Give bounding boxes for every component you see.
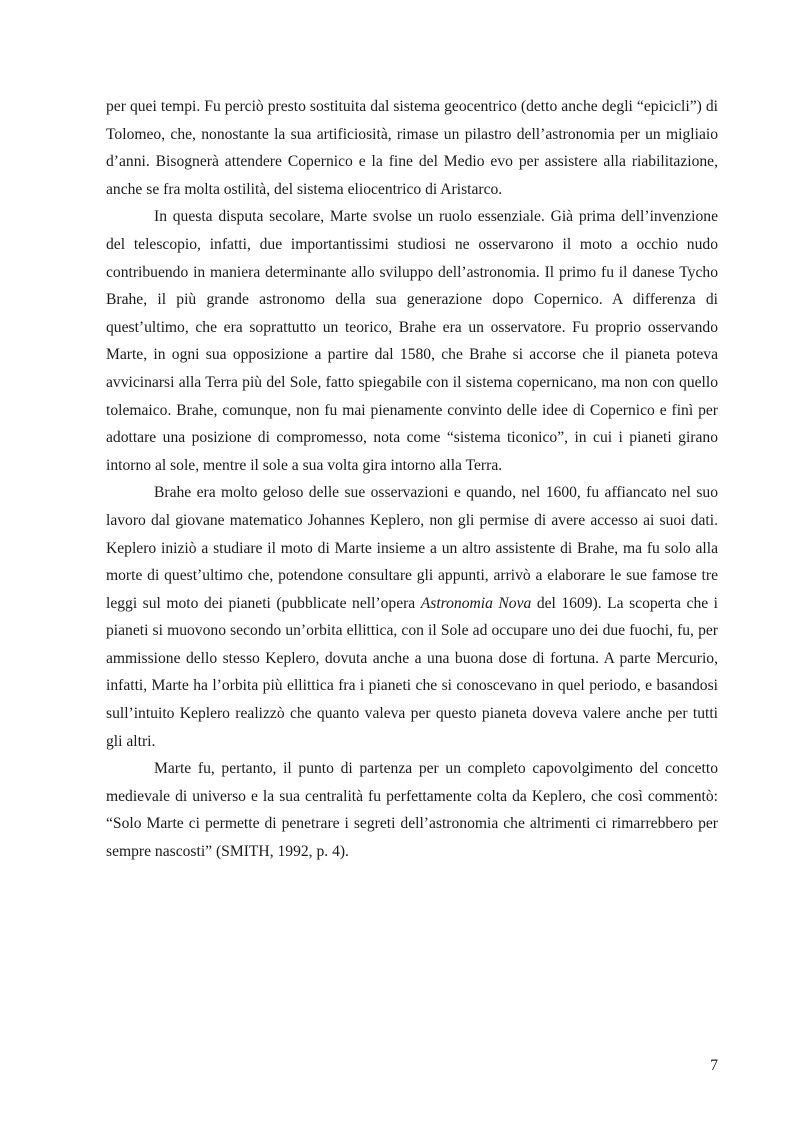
paragraph-3 xyxy=(106,479,718,755)
paragraph-2-text: In questa disputa secolare, Marte svolse un ruolo essenziale. Già prima dell’invenzione del telescopio, infatti, due importantissimi studiosi ne osservarono il moto a occhio nudo contribuendo in maniera determinante allo sviluppo dell’astronomia. Il primo fu il danese Tycho Brahe, il più grande astronomo della sua generazione dopo Copernico. A differenza di quest’ultimo, che era soprattutto un teorico, Brahe era un osservatore. Fu proprio osservando Marte, in ogni sua opposizione a partire dal 1580, che Brahe si accorse che il pianeta poteva avvicinarsi alla Terra più del Sole, fatto spiegabile con il sistema copernicano, ma non con quello tolemaico. Brahe, comunque, non fu mai pienamente convinto delle idee di Copernico e finì per adottare una posizione di compromesso, nota come “sistema ticonico”, in cui i pianeti girano intorno al sole, mentre il sole a sua volta gira intorno alla Terra. xyxy=(106,208,718,474)
paragraph-2 xyxy=(106,203,718,479)
paragraph-1 xyxy=(106,93,718,203)
paragraph-3-text-after: del 1609). La scoperta che i pianeti si muovono secondo un’orbita ellittica, con il Sole ad occupare uno dei due fuochi, fu, per ammissione dello stesso Keplero, dovuta anche a una buona dose di fortuna. A parte Mercurio, infatti, Marte ha l’orbita più ellittica fra i pianeti che si conoscevano in quel periodo, e basandosi sull’intuito Keplero realizzò che quanto valeva per questo pianeta doveva valere anche per tutti gli altri. xyxy=(106,594,718,750)
paragraph-4 xyxy=(106,755,718,865)
paragraph-1-text: per quei tempi. Fu perciò presto sostituita dal sistema geocentrico (detto anche degli “epicicli”) di Tolomeo, che, nonostante la sua artificiosità, rimase un pilastro dell’astronomia per un migliaio d’anni. Bisognerà attendere Copernico e la fine del Medio evo per assistere alla riabilitazione, anche se fra molta ostilità, del sistema eliocentrico di Aristarco. xyxy=(106,98,718,198)
page-number: 7 xyxy=(710,1057,718,1074)
paragraph-3-text-before: Brahe era molto geloso delle sue osservazioni e quando, nel 1600, fu affiancato nel suo lavoro dal giovane matematico Johannes Keplero, non gli permise di avere accesso ai suoi dati. Keplero iniziò a studiare il moto di Marte insieme a un altro assistente di Brahe, ma fu solo alla morte di quest’ultimo che, potendone consultare gli appunti, arrivò a elaborare le sue famose tre leggi sul moto dei pianeti (pubblicate nell’opera xyxy=(106,484,718,612)
body-text xyxy=(106,93,718,866)
paragraph-4-text: Marte fu, pertanto, il punto di partenza per un completo capovolgimento del concetto medievale di universo e la sua centralità fu perfettamente colta da Keplero, che così commentò: “Solo Marte ci permette di penetrare i segreti dell’astronomia che altrimenti ci rimarrebbero per sempre nascosti” (SMITH, 1992, p. 4). xyxy=(106,760,718,861)
book-title: Astronomia Nova xyxy=(420,594,532,612)
